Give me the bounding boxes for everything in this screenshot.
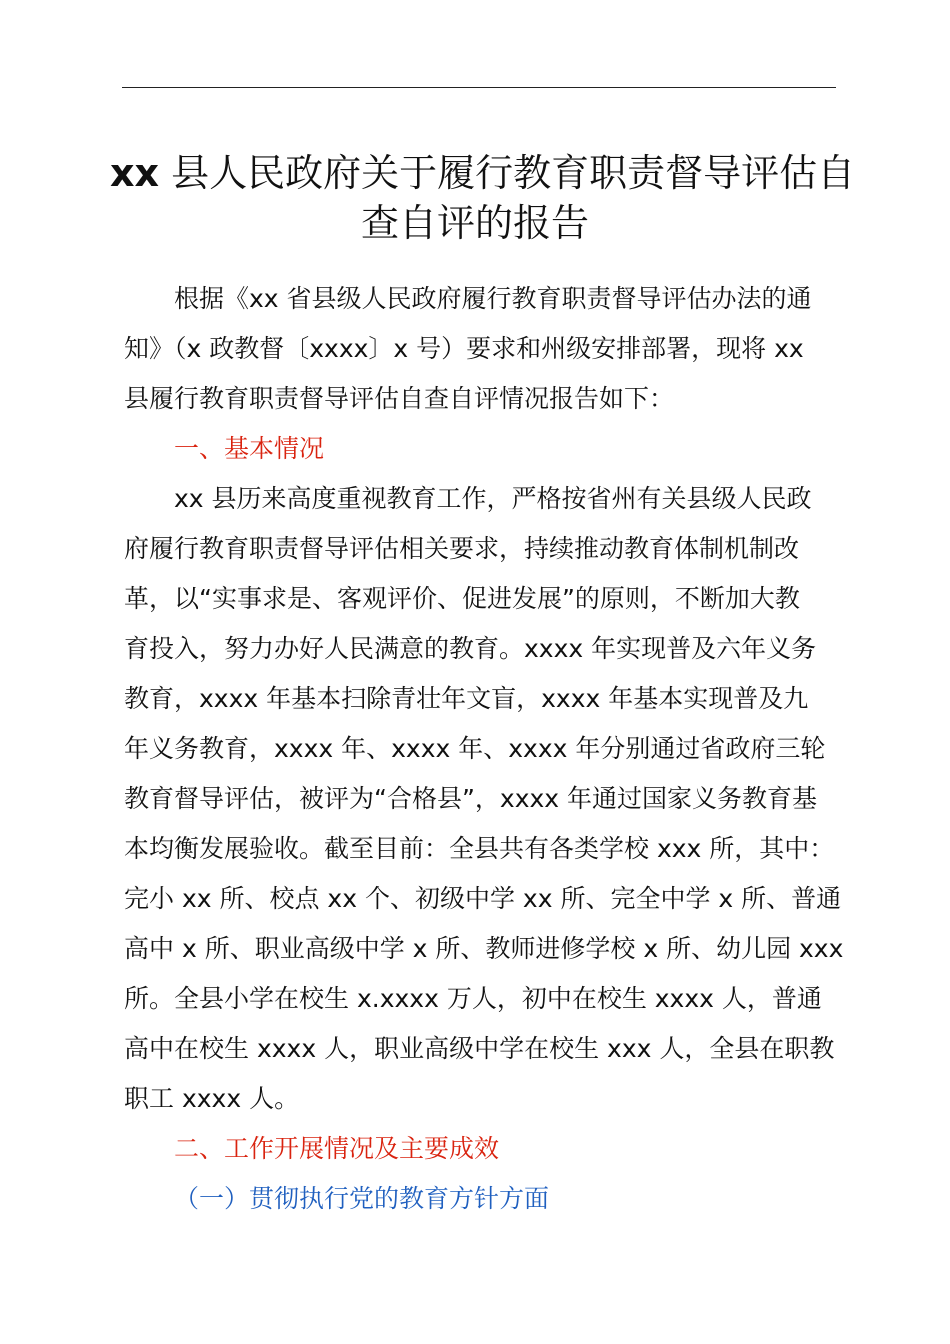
intro-line: 县履行教育职责督导评估自查自评情况报告如下： xyxy=(124,384,675,413)
header-rule xyxy=(122,87,836,88)
basic-situation-paragraph xyxy=(124,474,844,1124)
title-lead: xx xyxy=(110,151,160,195)
intro-line: 知》（x 政教督〔xxxx〕x 号）要求和州级安排部署，现将 xx xyxy=(124,334,804,363)
title-line-1 xyxy=(110,148,856,198)
section-heading-work-progress: 二、工作开展情况及主要成效 xyxy=(174,1134,500,1163)
paragraph-line: 育投入，努力办好人民满意的教育。xxxx 年实现普及六年义务 xyxy=(124,634,817,663)
subsection-heading-education-policy: （一）贯彻执行党的教育方针方面 xyxy=(174,1184,550,1213)
intro-line: 根据《xx 省县级人民政府履行教育职责督导评估办法的通 xyxy=(174,284,812,313)
title-line-2: 查自评的报告 xyxy=(360,201,589,245)
paragraph-line: xx 县历来高度重视教育工作，严格按省州有关县级人民政 xyxy=(174,484,812,513)
paragraph-line: 所。全县小学在校生 x.xxxx 万人，初中在校生 xxxx 人，普通 xyxy=(124,984,822,1013)
document-title xyxy=(110,148,856,248)
paragraph-line: 年义务教育，xxxx 年、xxxx 年、xxxx 年分别通过省政府三轮 xyxy=(124,734,826,763)
paragraph-line: 教育督导评估，被评为“合格县”，xxxx 年通过国家义务教育基 xyxy=(124,784,818,813)
paragraph-line: 职工 xxxx 人。 xyxy=(124,1084,300,1113)
title-line-1-text: 县人民政府关于履行教育职责督导评估自 xyxy=(159,151,856,195)
paragraph-line: 本均衡发展验收。截至目前：全县共有各类学校 xxx 所，其中： xyxy=(124,834,835,863)
paragraph-line: 完小 xx 所、校点 xx 个、初级中学 xx 所、完全中学 x 所、普通 xyxy=(124,884,842,913)
document-body xyxy=(124,274,844,1224)
paragraph-line: 革，以“实事求是、客观评价、促进发展”的原则，不断加大教 xyxy=(124,584,800,613)
paragraph-line: 高中 x 所、职业高级中学 x 所、教师进修学校 x 所、幼儿园 xxx xyxy=(124,934,844,963)
paragraph-line: 教育，xxxx 年基本扫除青壮年文盲，xxxx 年基本实现普及九 xyxy=(124,684,809,713)
intro-paragraph xyxy=(124,274,844,424)
paragraph-line: 府履行教育职责督导评估相关要求，持续推动教育体制机制改 xyxy=(124,534,800,563)
paragraph-line: 高中在校生 xxxx 人，职业高级中学在校生 xxx 人，全县在职教 xyxy=(124,1034,835,1063)
section-heading-basic-situation: 一、基本情况 xyxy=(174,434,325,463)
